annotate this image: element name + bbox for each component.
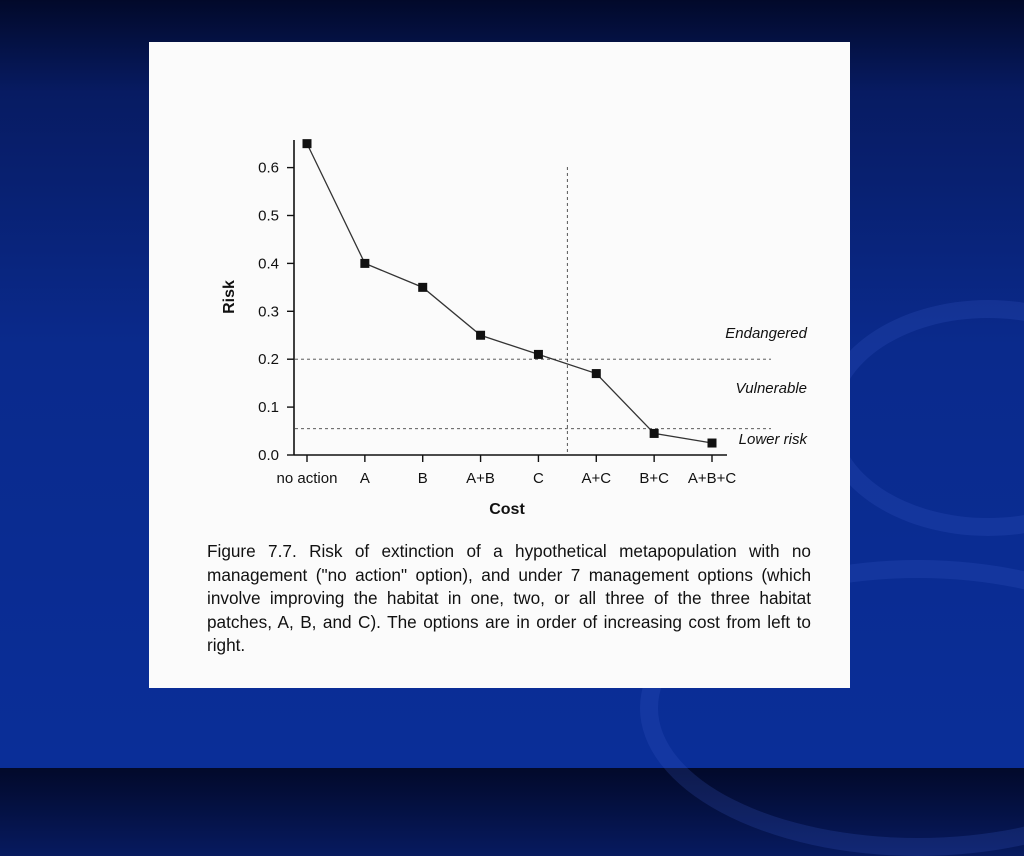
background-swirl — [820, 300, 1024, 536]
zone-label: Lower risk — [738, 431, 807, 448]
x-tick-label: A — [359, 470, 370, 487]
y-tick-label: 0.2 — [258, 351, 279, 369]
x-tick-label: A+B — [466, 470, 495, 487]
chart-labels — [221, 160, 808, 518]
y-tick-label: 0.6 — [258, 159, 279, 177]
y-tick-label: 0.3 — [258, 303, 279, 321]
x-tick-label: no action — [276, 470, 338, 487]
data-point-marker — [476, 331, 485, 340]
data-point-marker — [360, 259, 369, 268]
x-tick-label: A+B+C — [687, 470, 737, 487]
y-tick-label: 0.1 — [258, 399, 279, 417]
zone-label: Endangered — [725, 325, 807, 342]
risk-series — [303, 139, 717, 447]
figure-caption: Figure 7.7. Risk of extinction of a hypothetical metapopulation with no management ("no action" option), and under 7 management options (which involve improving the habitat in one, two, or all three of the three habitat patches, A, B, and C). The options are in order of increasing cost from left to right. — [207, 541, 811, 655]
data-point-marker — [650, 429, 659, 438]
data-point-marker — [708, 439, 717, 448]
y-axis-title: Risk — [221, 280, 238, 314]
y-tick-label: 0.0 — [258, 447, 279, 464]
data-point-marker — [303, 139, 312, 148]
figure-card — [149, 42, 850, 688]
chart-axes — [287, 140, 727, 462]
x-tick-label: C — [533, 470, 544, 487]
data-point-marker — [418, 283, 427, 292]
risk-line — [307, 144, 712, 443]
data-point-marker — [534, 350, 543, 359]
x-tick-label: A+C — [581, 470, 612, 487]
x-tick-label: B+C — [639, 470, 669, 487]
y-tick-label: 0.5 — [258, 207, 279, 225]
zone-label: Vulnerable — [735, 380, 807, 397]
x-axis-title: Cost — [489, 501, 525, 518]
risk-chart — [149, 42, 850, 537]
data-point-marker — [592, 369, 601, 378]
y-tick-label: 0.4 — [258, 255, 279, 273]
x-tick-label: B — [417, 470, 428, 487]
threshold-lines — [295, 167, 771, 455]
